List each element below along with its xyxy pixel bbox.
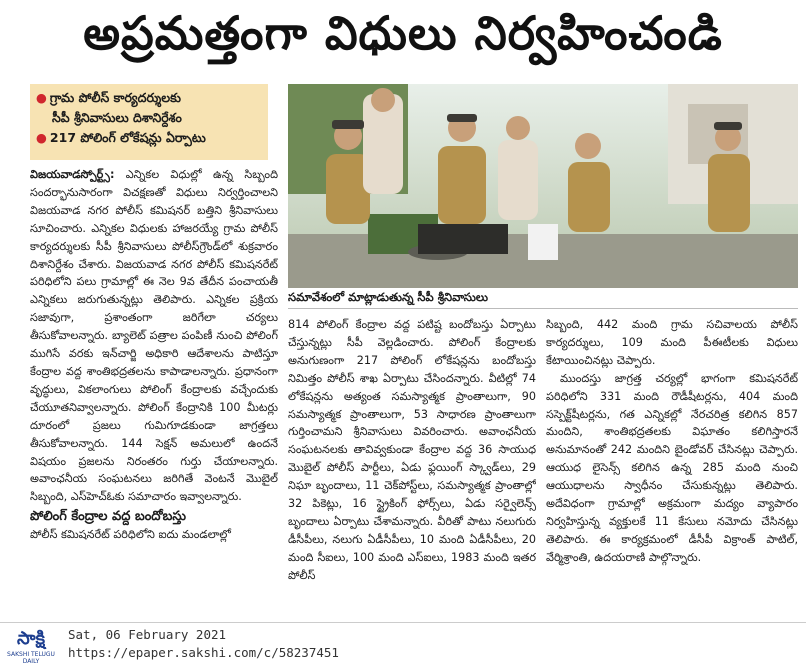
article-paragraph: పోలీస్ కమిషనరేట్ పరిధిలోని ఐదు మండలాల్లో	[30, 528, 231, 542]
photo-caption: సమావేశంలో మాట్లాడుతున్న సీపీ శ్రీనివాసులు	[288, 290, 488, 304]
photo-illustration	[288, 84, 798, 288]
bullet-icon: ●	[36, 130, 47, 145]
sakshi-logo	[2, 627, 60, 665]
article-paragraph: 814 పోలింగ్ కేంద్రాల వద్ద పటిష్ట బందోబస్తు ఏర్పాటు చేస్తున్నట్లు సీపీ వెల్లడించారు. పోలింగ్ కేంద్రాలకు అనుగుణంగా 217 పోలింగ్ లోకేషన్లను బందోబస్తు నిమిత్తం పోలీస్ శాఖ ఏర్పాటు చేసిందన్నారు. వీటిల్లో 74 లోకేషన్లను అత్యంత సమస్యాత్మక ప్రాంతాలుగా, 90 సమస్యాత్మక ప్రాంతాలుగా, 53 సాధారణ ప్రాంతాలుగా గుర్తించామని శ్రీనివాసులు వివరించారు. అవాంఛనీయ సంఘటనలకు తావివ్వకుండా కేంద్రాల వద్ద 36 సాయుధ మొబైల్ పోలీస్ పార్టీలు, ఏడు ఫ్లయింగ్ స్క్వాడ్‌లు, 29 నిఘా బృందాలు, 11 చెక్‌పోస్ట్‌లు, సమస్యాత్మక ప్రాంతాల్లో 32 పికెట్లు, 16 స్ట్రైకింగ్ ఫోర్స్‌లు, ఏడు సర్వైలెన్స్ బృందాలు ఏర్పాటు చేశామన్నారు. వీరితో పాటు నలుగురు డీసీపీలు, నలుగు ఏడీసీపీలు, 10 మంది ఏడీసీపీలు, 20 మంది సీఐలు, 100 మంది ఎస్ఐలు, 1983 మంది ఇతర పోలీస్	[288, 318, 536, 582]
subhead-box	[30, 84, 268, 160]
article-column-2	[288, 316, 536, 612]
article-paragraph: ముందస్తు జాగ్రత్త చర్యల్లో భాగంగా కమిషనరేట్ పరిధిలోని 331 మంది రౌడీషీటర్లను, 404 మంది సస్పెక్ట్‌షీటర్లను, గత ఎన్నికల్లో నేరచరిత్ర కలిగిన 857 మందిని, శాంతిభద్రతలకు విఘాతం కలిగిస్తారనే అనుమానంతో 242 మందిని బైండోవర్ చేసినట్లు చెప్పారు. ఆయుధ లైసెన్స్ కలిగిన ఉన్న 285 మంది నుంచి ఆయుధాలను స్వాధీనం చేసుకున్నట్లు తెలిపారు. అదేవిధంగా గ్రామాల్లో అక్రమంగా మద్యం వ్యాపారం నిర్వహిస్తున్న వ్యక్తులకే 11 కేసులు నమోదు చేసినట్లు తెలిపారు. ఈ కార్యక్రమంలో డీసీపీ విక్రాంత్ పాటిల్, వేర్మిశ్రాంతి, ఉదయరాణి పాల్గొన్నారు.	[546, 371, 798, 564]
publish-date: Sat, 06 February 2021	[68, 627, 227, 642]
article-column-3	[546, 316, 798, 612]
section-title: పోలింగ్ కేంద్రాల వద్ద బందోబస్తు	[30, 509, 186, 525]
article-paragraph: విజయవాడస్పోర్ట్స్: ఎన్నికల విధుల్లో ఉన్న సిబ్బంది సందర్భానుసారంగా విచక్షణతో విధులు నిర్వర్తించాలని విజయవాడ నగర పోలీస్ కమిషనర్ బత్తిని శ్రీనివాసులు సూచించారు. ఎన్నికల విధులకు హాజరయ్యే గ్రామ పోలీస్ కార్యదర్శులకు సీపీ శ్రీనివాసులు పోలీస్‌గ్రౌండ్‌లో శుక్రవారం దిశానిర్దేశం చేశారు. విజయవాడ నగర పోలీస్ కమిషనరేట్ పరిధిలోని పలు గ్రామాల్లో ఈ నెల 9వ తేదీన పంచాయతీ ఎన్నికలు జరుగుతున్నట్లు తెలిపారు. ఎన్నికల ప్రక్రియ సజావుగా, ప్రశాంతంగా జరిగేలా చర్యలు తీసుకోవాలన్నారు. బ్యాలెట్ పత్రాల పంపిణీ నుంచి పోలింగ్ ముగిసే వరకు ఇన్‌చార్జి అధికారి ఆదేశాలను పాటిస్తూ కేంద్రాల వద్ద శాంతిభద్రతలను కాపాడాలన్నారు. ప్రధానంగా వృద్ధులు, వికలాంగులు పోలింగ్ కేంద్రాలకు వచ్చేందుకు చేయూతనివ్వాలన్నారు. పోలింగ్ కేంద్రానికి 100 మీటర్లు దూరంలో ప్రజలు గుమిగూడకుండా జాగ్రత్తలు తీసుకోవాలన్నారు. 144 సెక్షన్ అమలులో ఉందనే విషయం ప్రజలను నిరంతరం గుర్తు చేయాలన్నారు. అవాంఛనీయ సంఘటనలు జరిగితే వెంటనే మొబైల్ సిబ్బంది, ఎస్‌హెచ్‌ఓకు సమాచారం ఇవ్వాలన్నారు.	[30, 168, 278, 504]
logo-subtitle: SAKSHI TELUGU DAILY	[7, 651, 55, 665]
logo-text: సాక్షి	[17, 628, 45, 649]
footer	[0, 622, 806, 665]
caption-bar	[288, 288, 798, 309]
article-lead: విజయవాడస్పోర్ట్స్:	[30, 168, 115, 181]
subhead-line-1: ● గ్రామ పోలీస్ కార్యదర్శులకు	[36, 90, 181, 105]
news-photo	[288, 84, 798, 288]
headline: అప్రమత్తంగా విధులు నిర్వహించండి	[83, 6, 723, 60]
article-column-1	[30, 166, 278, 594]
epaper-url[interactable]: https://epaper.sakshi.com/c/58237451	[68, 645, 339, 660]
article-paragraph: సిబ్బంది, 442 మంది గ్రామ సచివాలయ పోలీస్ కార్యదర్శులు, 109 మంది పీఈటీలకు విధులు కేటాయించినట్లు చెప్పారు.	[546, 318, 798, 367]
bullet-icon: ●	[36, 90, 47, 105]
subhead-line-3: ● 217 పోలింగ్ లోకేషన్లు ఏర్పాటు	[36, 130, 206, 145]
subhead-line-2: సీపీ శ్రీనివాసులు దిశానిర్దేశం	[52, 110, 182, 125]
